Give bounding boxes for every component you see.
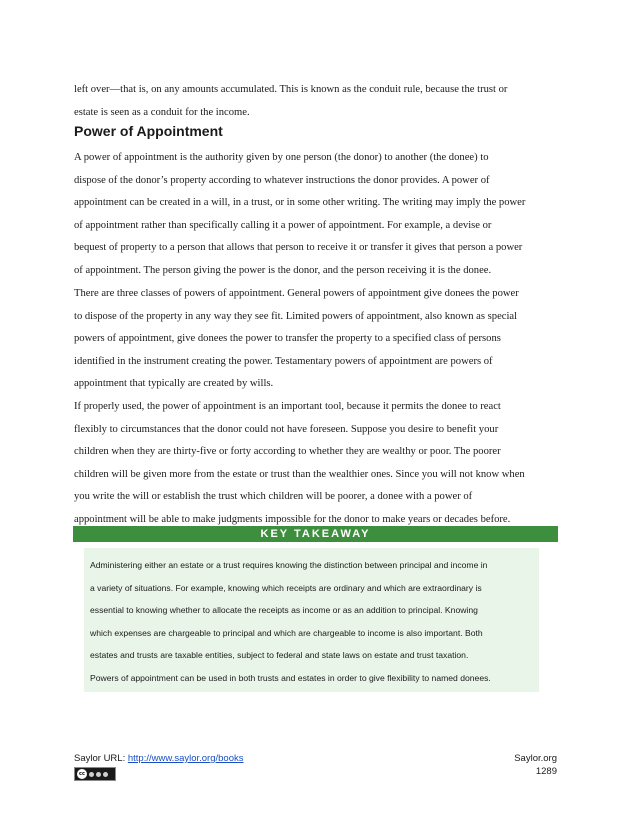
intro-paragraph (74, 79, 562, 124)
text-line: identified in the instrument creating the power. Testamentary powers of appointment are powers of (74, 355, 493, 367)
text-line: bequest of property to a person that allows that person to receive it or transfer it gives that person a power (74, 242, 523, 254)
footer-source (74, 752, 244, 765)
text-line: If properly used, the power of appointment is an important tool, because it permits the donee to react (74, 401, 501, 412)
saylor-books-link[interactable]: http://www.saylor.org/books (127, 753, 244, 764)
cc-attribution-mark (89, 772, 94, 777)
creative-commons-by-icon (74, 767, 116, 781)
footer-url-label: Saylor URL: (74, 753, 128, 764)
paragraph-classes (74, 283, 562, 396)
text-line: you write the will or establish the trust which children will be poorer, a donee with a power of (74, 491, 473, 503)
cc-sharealike-mark (103, 772, 108, 777)
text-line: children when they are thirty-five or forty according to whether they are wealthy or poor. The poorer (74, 446, 501, 458)
section-heading: Power of Appointment (74, 123, 223, 139)
text-line: appointment can be created in a will, in a trust, or in some other writing. The writing may imply the power (74, 197, 526, 209)
text-line: left over—that is, on any amounts accumulated. This is known as the conduit rule, because the trust or (74, 84, 508, 95)
text-line: children will be given more from the estate or trust than the wealthier ones. Since you will not know when (74, 468, 525, 480)
text-line: to dispose of the property in any way they see fit. Limited powers of appointment, also known as special (74, 310, 518, 322)
text-line: A power of appointment is the authority given by one person (the donor) to another (the donee) to (74, 152, 489, 163)
text-line: essential to knowing whether to allocate the receipts as income or as an addition to principal. Knowing (90, 605, 478, 616)
text-line: appointment will be able to make judgments impossible for the donor to make years or decades before. (74, 513, 511, 525)
text-line: of appointment. The person giving the power is the donor, and the person receiving it is the donee. (74, 264, 492, 276)
text-line: powers of appointment, give donees the power to transfer the property to a specified class of persons (74, 333, 501, 345)
text-line: which expenses are chargeable to principal and which are chargeable to income is also important. Both (90, 627, 483, 638)
paragraph-usage (74, 396, 562, 532)
text-line: of appointment rather than specifically calling it a power of appointment. For example, a devise or (74, 219, 492, 231)
text-line: Powers of appointment can be used in both trusts and estates in order to give flexibility to named donees. (90, 672, 491, 683)
cc-noncommercial-mark (96, 772, 101, 777)
text-line: estate is seen as a conduit for the income. (74, 106, 250, 118)
text-line: a variety of situations. For example, knowing which receipts are ordinary and which are extraordinary is (90, 582, 482, 593)
paragraph-definition (74, 147, 562, 283)
page-number: 1289 (535, 766, 557, 777)
text-line: estates and trusts are taxable entities, subject to federal and state laws on estate and trust taxation. (90, 650, 469, 661)
footer-site: Saylor.org (514, 753, 557, 764)
text-line: Administering either an estate or a trust requires knowing the distinction between principal and income in (90, 560, 488, 570)
cc-circle: cc (77, 769, 87, 779)
text-line: dispose of the donor’s property according to whatever instructions the donor provides. A power of (74, 174, 490, 186)
text-line: appointment that typically are created by wills. (74, 378, 274, 390)
key-takeaway-text (90, 554, 538, 690)
footer-right (514, 752, 557, 778)
text-line: flexibly to circumstances that the donor could not have foreseen. Suppose you desire to benefit your (74, 423, 499, 435)
key-takeaway-header: KEY TAKEAWAY (73, 526, 558, 542)
text-line: There are three classes of powers of appointment. General powers of appointment give donees the power (74, 288, 519, 299)
